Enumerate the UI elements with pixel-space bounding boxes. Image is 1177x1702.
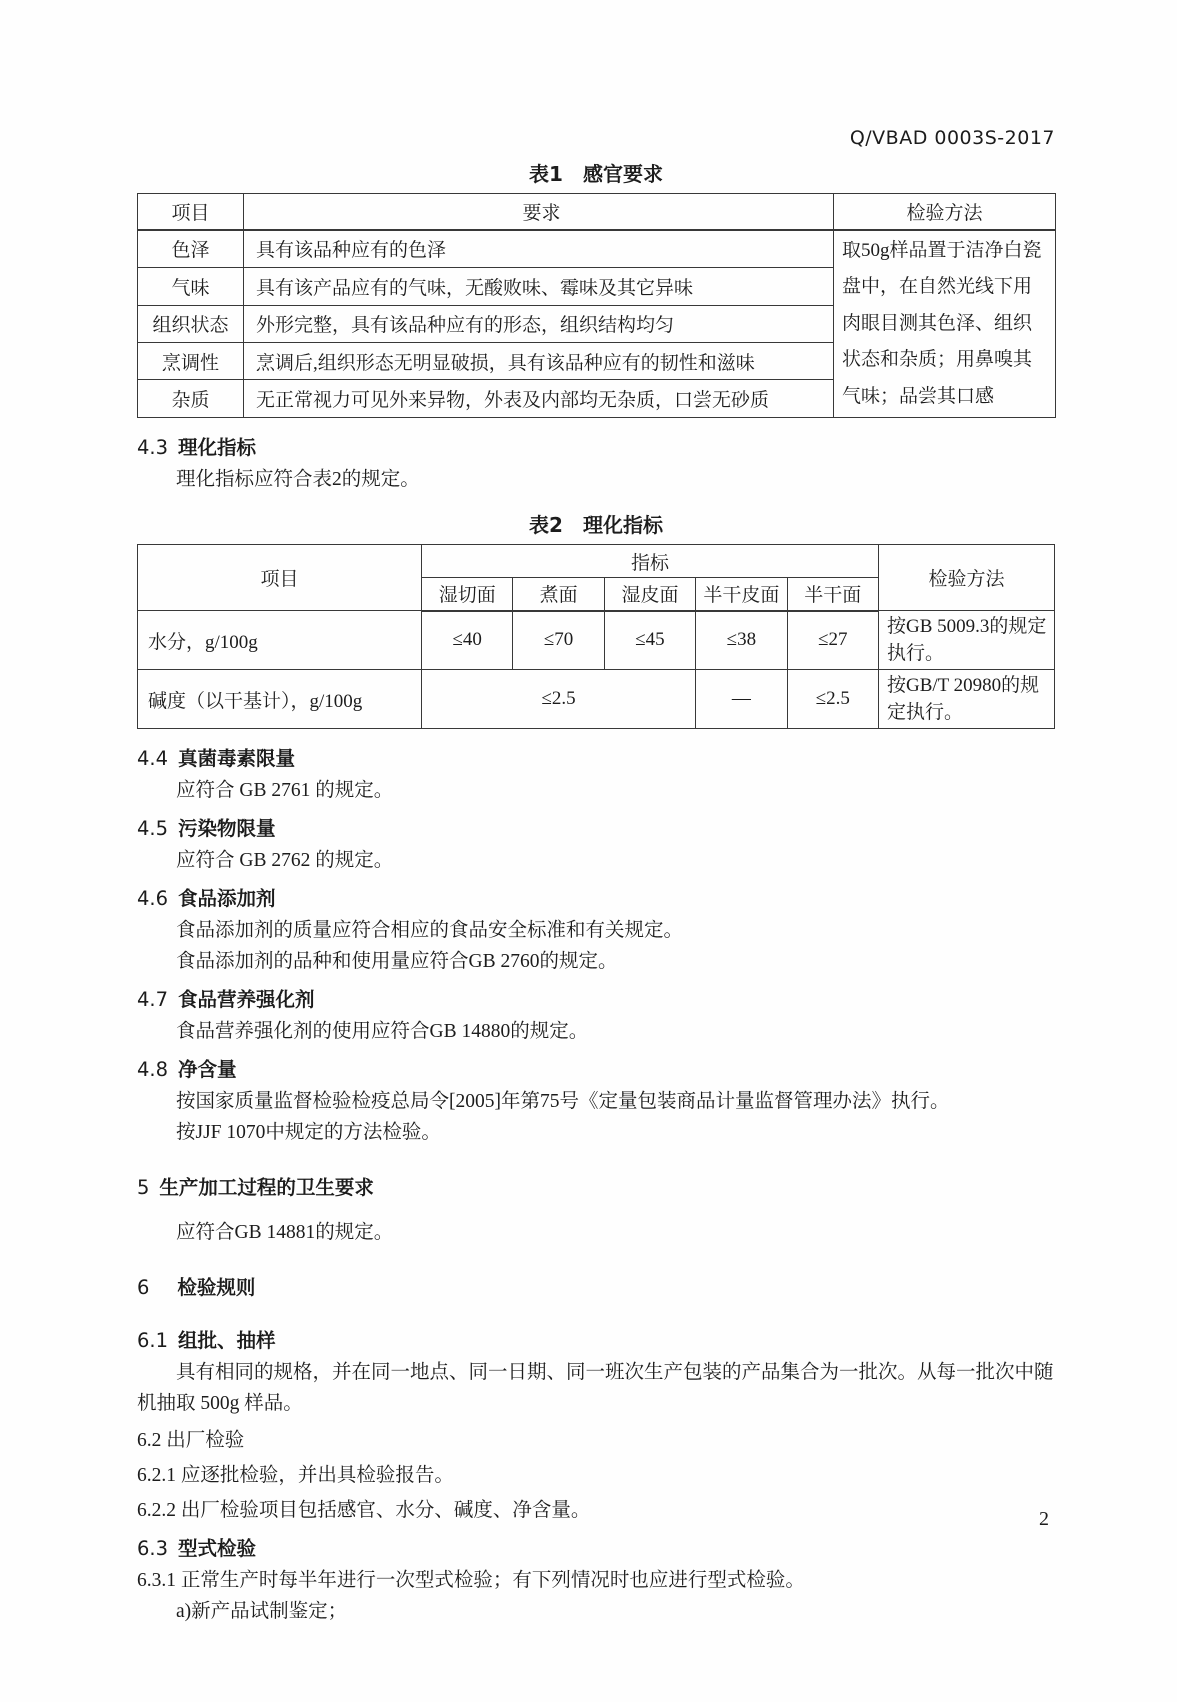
section-body-4-6-line2: 食品添加剂的品种和使用量应符合GB 2760的规定。 — [176, 951, 618, 972]
section-title: 食品营养强化剂 — [178, 988, 315, 1011]
col-header-method: 检验方法 — [879, 545, 1055, 611]
subcol-semidry-noodle: 半干面 — [787, 578, 878, 611]
table-row-alkalinity — [138, 670, 1055, 729]
row-item: 杂质 — [138, 380, 244, 418]
col-header-method: 检验方法 — [834, 194, 1056, 230]
section-number: 4.7 — [137, 988, 169, 1011]
clause-6-2-1: 6.2.1 应逐批检验，并出具检验报告。 — [137, 1465, 454, 1486]
section-title: 组批、抽样 — [178, 1329, 276, 1352]
section-number: 5 — [137, 1176, 150, 1199]
row-item: 气味 — [138, 268, 244, 305]
table-row — [138, 230, 1056, 268]
section-body-4-3: 理化指标应符合表2的规定。 — [176, 469, 420, 490]
row-requirement: 具有该品种应有的色泽 — [244, 230, 834, 268]
section-title: 净含量 — [178, 1058, 237, 1081]
row-item: 组织状态 — [138, 305, 244, 342]
section-number: 6 — [137, 1276, 150, 1299]
row-requirement: 烹调后,组织形态无明显破损，具有该品种应有的韧性和滋味 — [244, 343, 834, 380]
section-number: 4.4 — [137, 747, 169, 770]
section-heading-4-8 — [137, 1056, 1055, 1083]
section-heading-5 — [137, 1174, 1055, 1201]
table-header-row — [138, 545, 1055, 578]
section-body-5: 应符合GB 14881的规定。 — [176, 1222, 394, 1243]
clause-6-3-1: 6.3.1 正常生产时每半年进行一次型式检验；有下列情况时也应进行型式检验。 — [137, 1570, 805, 1591]
page-number: 2 — [1039, 1508, 1049, 1530]
section-heading-6-3 — [137, 1535, 1055, 1562]
section-number: 4.6 — [137, 887, 169, 910]
list-item-a: a)新产品试制鉴定； — [176, 1601, 348, 1622]
section-heading-4-4 — [137, 745, 1055, 772]
section-title: 检验规则 — [177, 1276, 256, 1299]
section-body-4-5: 应符合 GB 2762 的规定。 — [176, 850, 394, 871]
value-cell: ≤45 — [604, 611, 695, 670]
sensory-requirements-table — [137, 193, 1056, 418]
section-number: 4.3 — [137, 436, 169, 459]
clause-6-2-2: 6.2.2 出厂检验项目包括感官、水分、碱度、净含量。 — [137, 1500, 591, 1521]
method-cell: 按GB/T 20980的规定执行。 — [879, 670, 1055, 729]
section-heading-4-6 — [137, 885, 1055, 912]
value-cell: ≤2.5 — [787, 670, 878, 729]
section-title: 真菌毒素限量 — [178, 747, 296, 770]
value-cell: ≤27 — [787, 611, 878, 670]
section-body-4-8-line2: 按JJF 1070中规定的方法检验。 — [176, 1122, 441, 1143]
section-body-4-8-line1: 按国家质量监督检验检疫总局令[2005]年第75号《定量包装商品计量监督管理办法》执行。 — [176, 1091, 950, 1112]
section-body-4-4: 应符合 GB 2761 的规定。 — [176, 780, 394, 801]
table2-caption: 表2 理化指标 — [529, 513, 663, 537]
col-header-requirement: 要求 — [244, 194, 834, 230]
section-heading-4-3 — [137, 434, 1055, 461]
row-requirement: 外形完整，具有该品种应有的形态，组织结构均匀 — [244, 305, 834, 342]
section-title: 型式检验 — [178, 1537, 257, 1560]
row-item: 水分，g/100g — [138, 611, 422, 670]
section-number: 6.1 — [137, 1329, 169, 1352]
physicochemical-index-table — [137, 544, 1055, 729]
section-body-4-6-line1: 食品添加剂的质量应符合相应的食品安全标准和有关规定。 — [176, 920, 684, 941]
section-number: 4.5 — [137, 817, 169, 840]
method-cell: 按GB 5009.3的规定执行。 — [879, 611, 1055, 670]
section-number: 4.8 — [137, 1058, 169, 1081]
table-header-row — [138, 194, 1056, 230]
section-title: 污染物限量 — [178, 817, 276, 840]
section-heading-4-7 — [137, 986, 1055, 1013]
subcol-cooked-noodle: 煮面 — [513, 578, 604, 611]
value-cell: ≤70 — [513, 611, 604, 670]
method-cell: 取50g样品置于洁净白瓷盘中，在自然光线下用肉眼目测其色泽、组织状态和杂质；用鼻嗅其气味；品尝其口感 — [834, 230, 1056, 418]
row-item: 烹调性 — [138, 343, 244, 380]
section-heading-4-5 — [137, 815, 1055, 842]
section-number: 6.3 — [137, 1537, 169, 1560]
section-title: 理化指标 — [178, 436, 257, 459]
value-cell-dash: — — [696, 670, 787, 729]
value-cell: ≤38 — [696, 611, 787, 670]
row-item: 碱度（以干基计），g/100g — [138, 670, 422, 729]
table1-caption: 表1 感官要求 — [529, 162, 663, 186]
clause-6-2: 6.2 出厂检验 — [137, 1430, 245, 1451]
section-body-4-7: 食品营养强化剂的使用应符合GB 14880的规定。 — [176, 1021, 589, 1042]
value-cell: ≤40 — [422, 611, 513, 670]
subcol-semidry-wrapper: 半干皮面 — [696, 578, 787, 611]
row-requirement: 无正常视力可见外来异物，外表及内部均无杂质，口尝无砂质 — [244, 380, 834, 418]
row-requirement: 具有该产品应有的气味，无酸败味、霉味及其它异味 — [244, 268, 834, 305]
value-cell-merged: ≤2.5 — [422, 670, 696, 729]
section-body-6-1: 具有相同的规格，并在同一地点、同一日期、同一班次生产包装的产品集合为一批次。从每一批次中随机抽取 500g 样品。 — [137, 1362, 1054, 1414]
section-heading-6-1 — [137, 1327, 1055, 1354]
section-title: 食品添加剂 — [178, 887, 276, 910]
col-header-item: 项目 — [138, 545, 422, 611]
standard-code: Q/VBAD 0003S-2017 — [849, 127, 1055, 149]
subcol-wet-cut-noodle: 湿切面 — [422, 578, 513, 611]
subcol-wet-wrapper: 湿皮面 — [604, 578, 695, 611]
col-header-indicator: 指标 — [422, 545, 879, 578]
section-title: 生产加工过程的卫生要求 — [159, 1176, 374, 1199]
col-header-item: 项目 — [138, 194, 244, 230]
row-item: 色泽 — [138, 230, 244, 268]
section-heading-6 — [137, 1274, 1055, 1301]
table-row-moisture — [138, 611, 1055, 670]
